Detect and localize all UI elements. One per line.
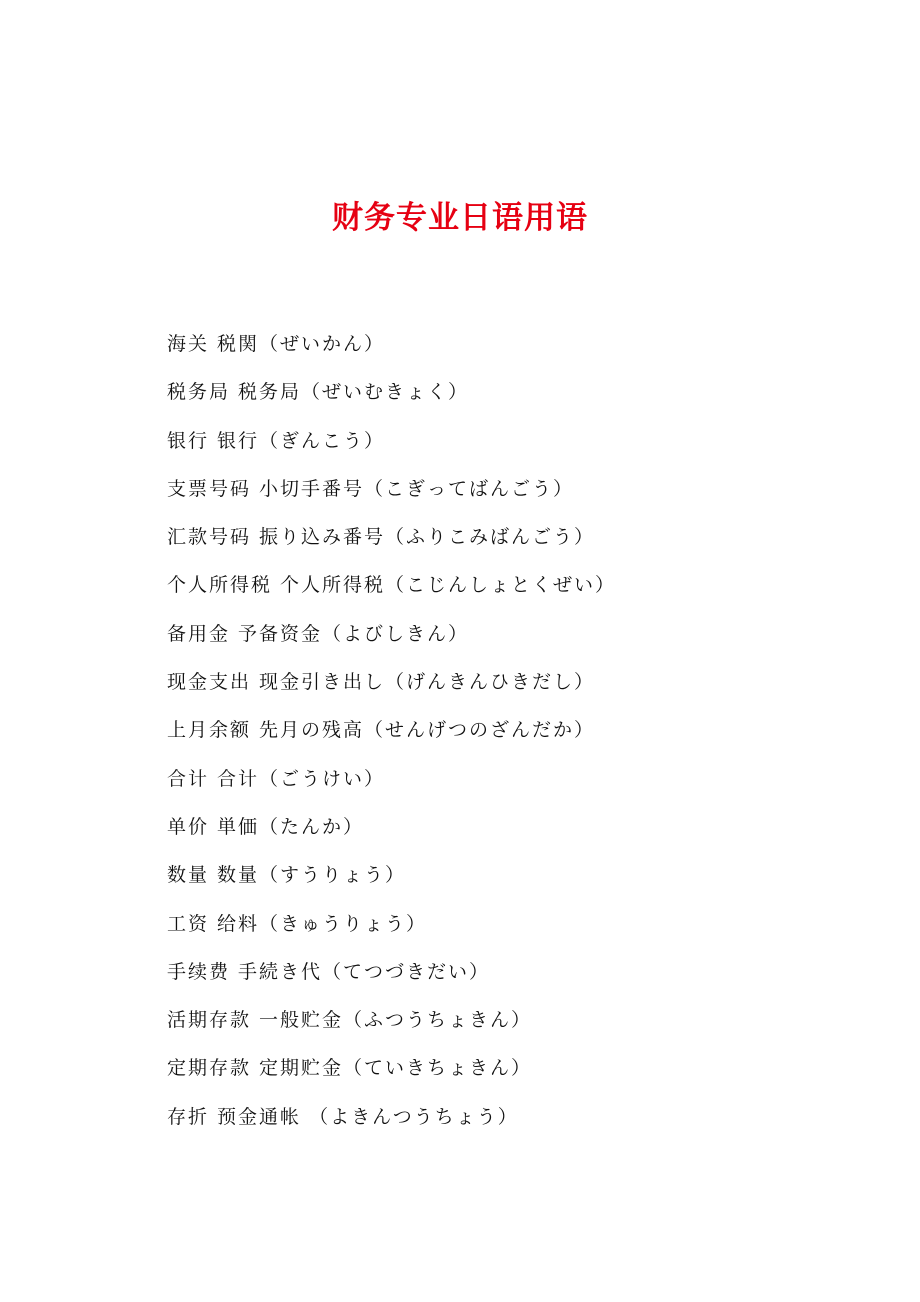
term-text: 定期存款 定期贮金（ていきちょきん） — [167, 1057, 533, 1080]
term-text: 单价 単価（たんか） — [167, 815, 365, 838]
term-text: 备用金 予备资金（よびしきん） — [167, 622, 470, 645]
term-text: 支票号码 小切手番号（こぎってばんごう） — [167, 477, 575, 500]
list-item — [167, 426, 867, 474]
list-item — [167, 1005, 867, 1053]
term-text: 数量 数量（すうりょう） — [167, 864, 407, 887]
list-item — [167, 764, 867, 812]
list-item — [167, 715, 867, 763]
list-item — [167, 667, 867, 715]
term-text: 现金支出 现金引き出し（げんきんひきだし） — [167, 671, 596, 694]
term-text: 海关 税関（ぜいかん） — [167, 333, 386, 355]
term-text: 活期存款 一般贮金（ふつうちょきん） — [167, 1009, 533, 1032]
term-text: 银行 银行（ぎんこう） — [167, 429, 386, 452]
list-item — [167, 570, 867, 618]
list-item — [167, 1053, 867, 1101]
term-text: 工资 给料（きゅうりょう） — [167, 912, 428, 935]
list-item — [167, 522, 867, 570]
term-text: 手续费 手続き代（てつづきだい） — [167, 960, 491, 983]
list-item — [167, 1102, 867, 1150]
term-text: 税务局 税务局（ぜいむきょく） — [167, 381, 470, 404]
list-item — [167, 812, 867, 860]
list-item — [167, 329, 867, 377]
term-text: 汇款号码 振り込み番号（ふりこみばんごう） — [167, 526, 596, 549]
term-text: 上月余额 先月の残高（せんげつのざんだか） — [167, 719, 596, 742]
page-title: 财务专业日语用语 — [332, 200, 588, 236]
list-item — [167, 377, 867, 425]
list-item — [167, 474, 867, 522]
term-list — [167, 329, 867, 1150]
list-item — [167, 909, 867, 957]
list-item — [167, 957, 867, 1005]
term-text: 个人所得税 个人所得税（こじんしょとくぜい） — [167, 574, 617, 597]
term-text: 合计 合计（ごうけい） — [167, 767, 386, 790]
list-item — [167, 860, 867, 908]
term-text: 存折 预金通帐 （よきんつうちょう） — [167, 1105, 519, 1128]
list-item — [167, 619, 867, 667]
